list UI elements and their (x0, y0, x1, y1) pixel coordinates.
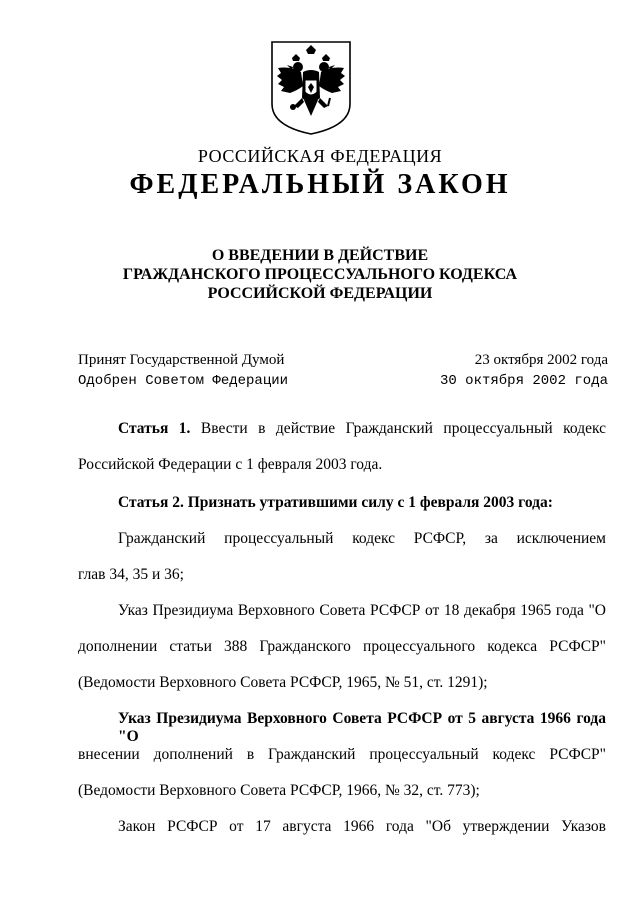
coat-of-arms-emblem (268, 40, 354, 136)
article2-intro: Признать утратившими силу с 1 февраля 2003 года: (187, 494, 553, 511)
article2-item4-line1: Закон РСФСР от 17 августа 1966 года "Об утверждении Указов (118, 818, 606, 835)
country-heading: РОССИЙСКАЯ ФЕДЕРАЦИЯ (197, 146, 443, 166)
article2-item3-line2: внесении дополнений в Гражданский процессуальный кодекс РСФСР" (78, 746, 606, 763)
adoption-council-row (78, 373, 608, 393)
law-title-line: ГРАЖДАНСКОГО ПРОЦЕССУАЛЬНОГО КОДЕКСА (122, 266, 518, 283)
adoption-duma-date: 23 октября 2002 года (474, 352, 608, 368)
law-title-line: РОССИЙСКОЙ ФЕДЕРАЦИИ (207, 285, 433, 302)
adoption-council-date: 30 октября 2002 года (439, 373, 608, 389)
double-headed-eagle-icon (268, 40, 354, 136)
article1-line (118, 420, 606, 438)
law-title-line: О ВВЕДЕНИИ В ДЕЙСТВИЕ (211, 247, 429, 264)
article2-item2-line3: (Ведомости Верховного Совета РСФСР, 1965, № 51, ст. 1291); (78, 674, 488, 691)
article2-line (118, 494, 553, 512)
article1-text: Ввести в действие Гражданский процессуальный кодекс (200, 420, 607, 437)
article2-heading: Статья 2. (118, 494, 184, 511)
adoption-duma-label: Принят Государственной Думой (78, 352, 285, 368)
law-type-heading: ФЕДЕРАЛЬНЫЙ ЗАКОН (129, 169, 511, 200)
article2-item1-line1: Гражданский процессуальный кодекс РСФСР, за исключением (118, 530, 606, 547)
law-title (0, 246, 640, 303)
article2-item3-line1: Указ Президиума Верховного Совета РСФСР от 5 августа 1966 года "О (118, 710, 606, 745)
article2-item2-line2: дополнении статьи 388 Гражданского процессуального кодекса РСФСР" (78, 638, 606, 655)
article2-item2-line1: Указ Президиума Верховного Совета РСФСР от 18 декабря 1965 года "О (118, 602, 606, 619)
article1-line2: Российской Федерации с 1 февраля 2003 года. (78, 456, 383, 473)
adoption-council-label: Одобрен Советом Федерации (78, 373, 289, 389)
adoption-duma-row (78, 352, 608, 372)
article2-item1-line2: глав 34, 35 и 36; (78, 566, 184, 583)
article2-item3-line3: (Ведомости Верховного Совета РСФСР, 1966, № 32, ст. 773); (78, 782, 480, 799)
article1-heading: Статья 1. (118, 420, 191, 437)
